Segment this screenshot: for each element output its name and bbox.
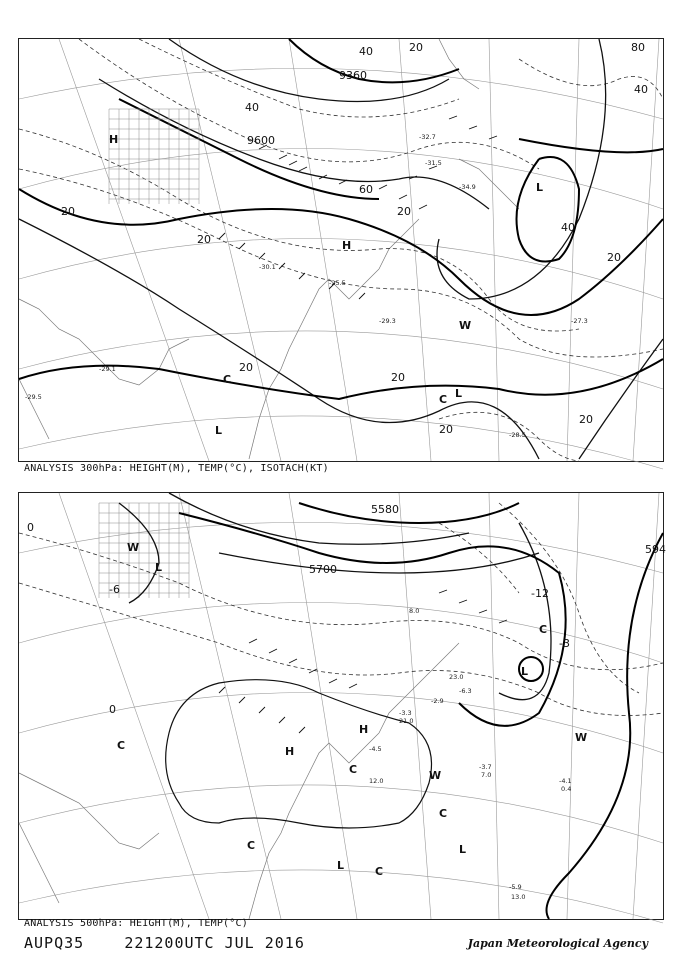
isotach-label: 20 xyxy=(439,423,453,436)
obs-value: -34.9 xyxy=(459,183,476,191)
height-label: 9360 xyxy=(339,69,367,82)
low-pressure-marker: L xyxy=(455,387,463,400)
low-pressure-marker: L xyxy=(155,561,163,574)
cold-center-marker: C xyxy=(247,839,256,852)
coastline xyxy=(19,643,459,919)
obs-value: 23.0 xyxy=(449,673,464,681)
obs-value: 13.0 xyxy=(511,893,526,901)
obs-value: -27.3 xyxy=(571,317,588,325)
obs-value: -32.7 xyxy=(419,133,436,141)
obs-value: -3.3 xyxy=(399,709,412,717)
obs-value: -3.7 xyxy=(479,763,492,771)
top-panel-caption: ANALYSIS 300hPa: HEIGHT(M), TEMP(°C), ISOTACH(KT) xyxy=(24,463,329,474)
isotach-label: 20 xyxy=(579,413,593,426)
map-500hpa-svg xyxy=(19,493,666,919)
chart-code: AUPQ35 xyxy=(24,934,85,952)
cold-center-marker: C xyxy=(223,373,232,386)
height-label: 9600 xyxy=(247,134,275,147)
high-pressure-marker: H xyxy=(109,133,119,146)
low-pressure-marker: L xyxy=(337,859,345,872)
isotach-label: 20 xyxy=(61,205,75,218)
graticule xyxy=(19,39,663,469)
isotherms xyxy=(19,503,663,716)
warm-center-marker: W xyxy=(127,541,140,554)
map-panel-500hpa xyxy=(18,492,664,920)
high-pressure-marker: H xyxy=(285,745,295,758)
isotach-label: 20 xyxy=(239,361,253,374)
cold-center-marker: C xyxy=(439,807,448,820)
obs-value: 7.0 xyxy=(481,771,492,779)
isotherm-label: -6 xyxy=(109,583,120,596)
isotherm-label: 0 xyxy=(27,521,34,534)
isotach-label: 20 xyxy=(607,251,621,264)
agency-name: Japan Meteorological Agency xyxy=(467,937,648,950)
bottom-panel-caption: ANALYSIS 500hPa: HEIGHT(M), TEMP(°C) xyxy=(24,918,248,929)
obs-value: -29.1 xyxy=(99,365,116,373)
height-label: 594 xyxy=(645,543,666,556)
isotach-label: 20 xyxy=(397,205,411,218)
obs-value: -28.5 xyxy=(509,431,526,439)
chart-identifier xyxy=(24,934,305,952)
map-300hpa-svg xyxy=(19,39,663,461)
isotach-label: 20 xyxy=(409,41,423,54)
obs-value: -29.3 xyxy=(379,317,396,325)
obs-value: -2.9 xyxy=(431,697,444,705)
isotach-label: 20 xyxy=(197,233,211,246)
warm-center-marker: W xyxy=(429,769,442,782)
obs-value: -5.9 xyxy=(509,883,522,891)
subtropical-high-contour xyxy=(166,680,432,828)
high-pressure-marker: H xyxy=(342,239,352,252)
height-label: 5700 xyxy=(309,563,337,576)
cold-center-marker: C xyxy=(117,739,126,752)
high-pressure-marker: H xyxy=(359,723,369,736)
obs-value: 21.0 xyxy=(399,717,414,725)
isotach-label: 80 xyxy=(631,41,645,54)
cold-center-marker: C xyxy=(539,623,548,636)
isotach-label: 20 xyxy=(391,371,405,384)
isotach-label: 40 xyxy=(245,101,259,114)
low-pressure-marker: L xyxy=(215,424,223,437)
warm-center-marker: W xyxy=(459,319,472,332)
height-contours xyxy=(119,493,551,700)
obs-value: 0.4 xyxy=(561,785,572,793)
height-label: 5580 xyxy=(371,503,399,516)
map-panel-300hpa xyxy=(18,38,664,462)
low-pressure-marker: L xyxy=(536,181,544,194)
hatch-area xyxy=(109,109,199,204)
height-contours-bold xyxy=(179,503,663,919)
wind-barbs xyxy=(219,590,507,733)
cold-center-marker: C xyxy=(349,763,358,776)
obs-value: -4.1 xyxy=(559,777,572,785)
obs-value: 8.0 xyxy=(409,607,420,615)
isotach-label: 60 xyxy=(359,183,373,196)
isotherm-label: -12 xyxy=(531,587,549,600)
obs-value: -31.5 xyxy=(425,159,442,167)
obs-value: -30.1 xyxy=(259,263,276,271)
isotach-label: 40 xyxy=(359,45,373,58)
height-contours-bold xyxy=(19,39,663,399)
isotach-label: 40 xyxy=(634,83,648,96)
isotach-label: 40 xyxy=(561,221,575,234)
obs-value: -6.3 xyxy=(459,687,472,695)
obs-value: -29.5 xyxy=(25,393,42,401)
isotherm-label: 0 xyxy=(109,703,116,716)
chart-datetime: 221200UTC JUL 2016 xyxy=(124,934,305,952)
warm-center-marker: W xyxy=(575,731,588,744)
cold-center-marker: C xyxy=(439,393,448,406)
obs-value: 12.0 xyxy=(369,777,384,785)
low-pressure-marker: L xyxy=(459,843,467,856)
isotherm-label: -3 xyxy=(559,637,570,650)
cold-center-marker: C xyxy=(375,865,384,878)
low-pressure-marker: L xyxy=(521,665,529,678)
obs-value: -25.5 xyxy=(329,279,346,287)
obs-value: -4.5 xyxy=(369,745,382,753)
